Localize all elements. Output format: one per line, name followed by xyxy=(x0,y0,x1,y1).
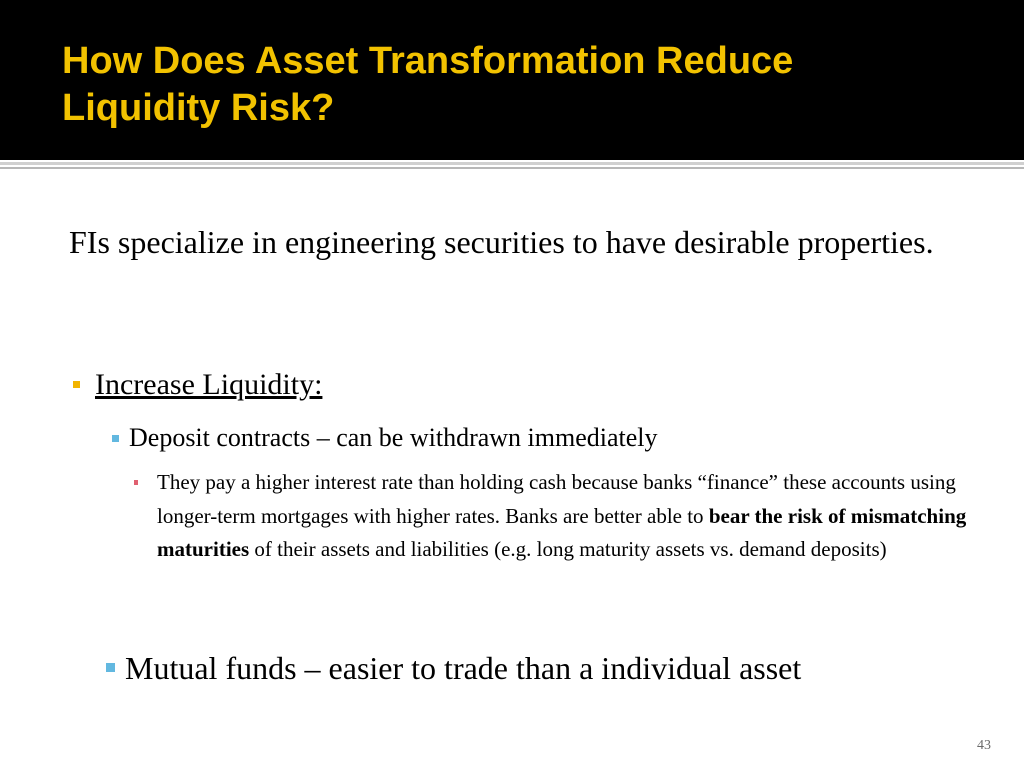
deposit-detail-text-end: of their assets and liabilities (e.g. long maturity assets vs. demand deposits) xyxy=(249,537,887,561)
title-bar xyxy=(0,0,1024,160)
bullet-deposit-detail-text xyxy=(157,466,987,567)
bullet-increase-liquidity-text: Increase Liquidity: xyxy=(95,368,323,401)
title-divider xyxy=(0,162,1024,165)
bullet-deposit-contracts xyxy=(112,421,658,455)
bullet-increase-liquidity xyxy=(73,365,322,405)
bullet-mutual-funds xyxy=(106,647,801,689)
intro-text: FIs specialize in engineering securities to have desirable properties. xyxy=(69,224,934,260)
square-bullet-icon xyxy=(134,480,138,485)
square-bullet-icon xyxy=(112,435,119,442)
bullet-mutual-funds-text: Mutual funds – easier to trade than a individual asset xyxy=(125,650,802,686)
deposit-detail-text-start: They pay a higher interest rate than holding cash because banks “finance” these accounts using longer-term mortgages with higher rates. Banks are better able to xyxy=(157,470,956,528)
slide-title: How Does Asset Transformation Reduce Liquidity Risk? xyxy=(62,40,794,129)
bullet-deposit-contracts-text: Deposit contracts – can be withdrawn immediately xyxy=(129,423,658,452)
square-bullet-icon xyxy=(73,381,80,388)
page-number: 43 xyxy=(977,738,991,753)
bullet-deposit-detail xyxy=(134,466,994,567)
deposit-detail-bold-text: bear the risk of mismatching maturities xyxy=(157,503,967,561)
title-divider-secondary xyxy=(0,167,1024,169)
square-bullet-icon xyxy=(106,663,115,672)
